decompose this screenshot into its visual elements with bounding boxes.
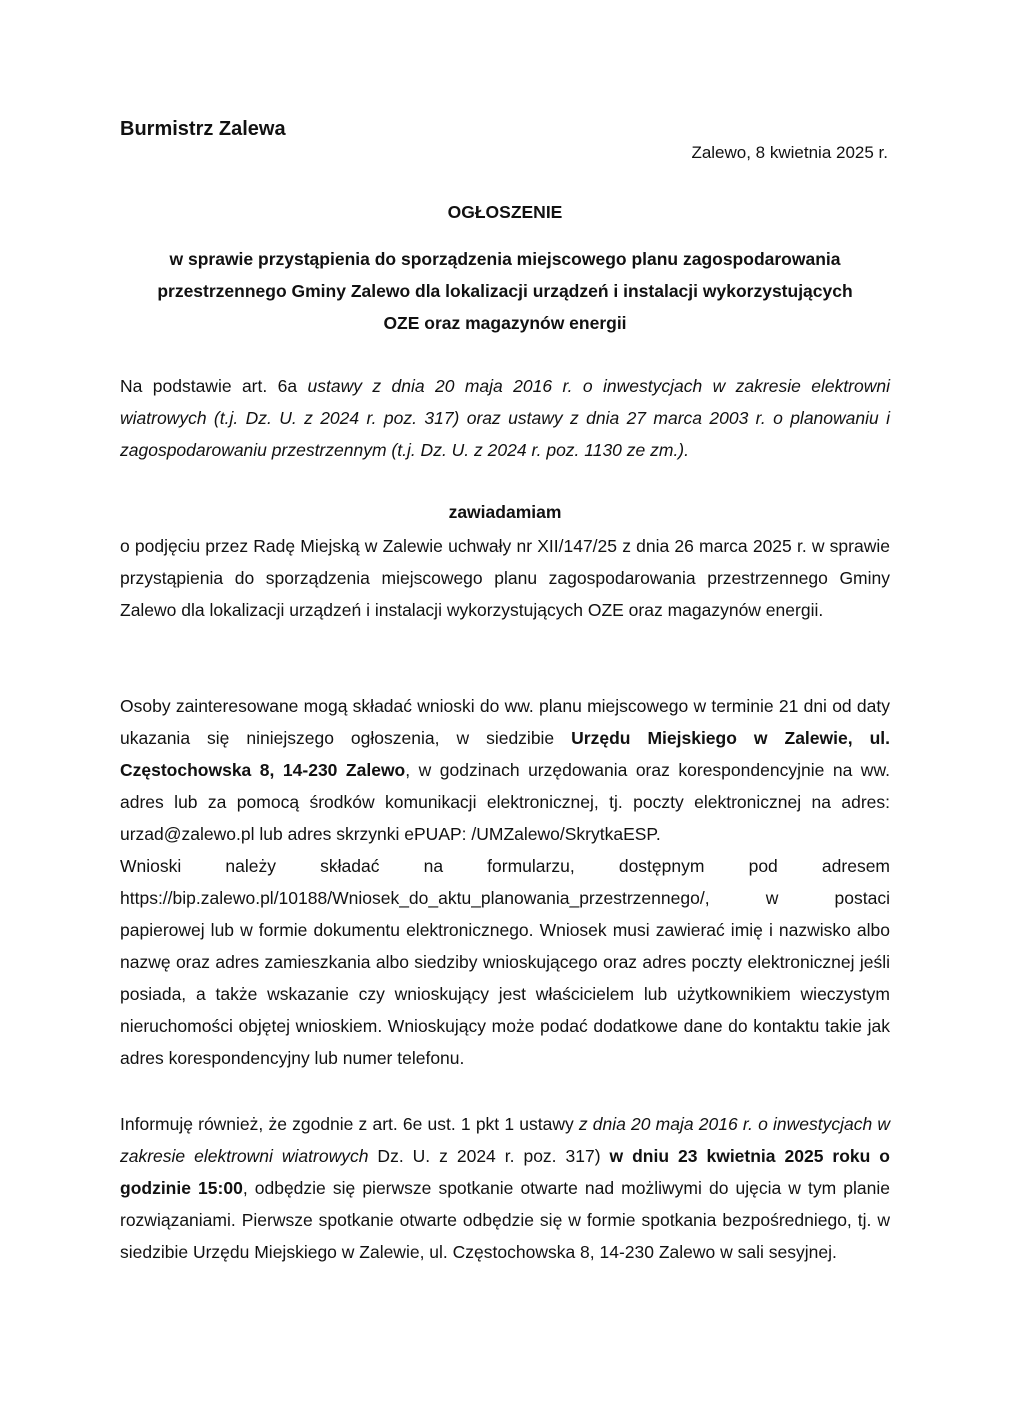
meeting-act: z dnia 20 maja 2016 r. o inwestycjach w zakresie elektrowni wiatrowych	[120, 1114, 890, 1166]
form-info-rest: papierowej lub w formie dokumentu elektronicznego. Wniosek musi zawierać imię i nazwisko albo nazwę oraz adres zamieszkania albo siedziby wnioskującego oraz adres poczty elektronicznej jeśli posiada, a także wskazanie czy wnioskujący jest właścicielem lub użytkownikiem wieczystym nieruchomości objętej wnioskiem. Wnioskujący może podać dodatkowe dane do kontaktu takie jak adres korespondencyjny lub numer telefonu.	[120, 920, 890, 1068]
document-title: OGŁOSZENIE	[447, 202, 563, 222]
meeting-text-3: , odbędzie się pierwsze spotkanie otwarte nad możliwymi do ujęcia w tym planie rozwiązaniami. Pierwsze spotkanie otwarte odbędzie się w formie spotkania bezpośredniego, tj. w siedzibie Urzędu Miejskiego w Zalewie, ul. Częstochowska 8, 14-230 Zalewo w sali sesyjnej.	[120, 1178, 890, 1262]
subject-line-1: w sprawie przystąpienia do sporządzenia miejscowego planu zagospodarowania	[169, 249, 841, 269]
applications-text-2: , w godzinach urzędowania oraz korespondencyjnie na ww. adres lub za pomocą środków komunikacji elektronicznej, tj. poczty elektronicznej na adres: urzad@zalewo.pl lub adres skrzynki ePUAP: /UMZalewo/SkrytkaESP.	[120, 760, 890, 844]
legal-basis-paragraph	[120, 370, 890, 466]
legal-basis-acts: ustawy z dnia 20 maja 2016 r. o inwestycjach w zakresie elektrowni wiatrowych (t.j. Dz. U. z 2024 r. poz. 317) oraz ustawy z dnia 27 marca 2003 r. o planowaniu i zagospodarowaniu przestrzennym (t.j. Dz. U. z 2024 r. poz. 1130 ze zm.).	[120, 376, 890, 460]
announce-verb: zawiadamiam	[448, 502, 562, 522]
applications-paragraph	[120, 690, 890, 850]
meeting-text-1: Informuję również, że zgodnie z art. 6e ust. 1 pkt 1 ustawy	[120, 1114, 579, 1134]
subject-line-2: przestrzennego Gminy Zalewo dla lokalizacji urządzeń i instalacji wykorzystujących	[157, 281, 853, 301]
meeting-date: w dniu 23 kwietnia 2025 roku o godzinie 15:00	[120, 1146, 890, 1198]
subject-line-3: OZE oraz magazynów energii	[383, 313, 627, 333]
meeting-text-2: Dz. U. z 2024 r. poz. 317)	[368, 1146, 610, 1166]
form-info-paragraph	[120, 850, 890, 1074]
form-url-line: https://bip.zalewo.pl/10188/Wniosek_do_aktu_planowania_przestrzennego/, w postaci	[120, 888, 890, 908]
document-subject	[120, 243, 890, 339]
legal-basis-prefix: Na podstawie art. 6a	[120, 376, 308, 396]
document-date: Zalewo, 8 kwietnia 2025 r.	[691, 143, 888, 162]
applications-text-1: Osoby zainteresowane mogą składać wnioski do ww. planu miejscowego w terminie 21 dni od daty ukazania się niniejszego ogłoszenia, w siedzibie	[120, 696, 890, 748]
author-heading: Burmistrz Zalewa	[120, 118, 286, 140]
office-address: Urzędu Miejskiego w Zalewie, ul. Częstochowska 8, 14-230 Zalewo	[120, 728, 890, 780]
resolution-paragraph: o podjęciu przez Radę Miejską w Zalewie uchwały nr XII/147/25 z dnia 26 marca 2025 r. w sprawie przystąpienia do sporządzenia miejscowego planu zagospodarowania przestrzennego Gminy Zalewo dla lokalizacji urządzeń i instalacji wykorzystujących OZE oraz magazynów energii.	[120, 536, 890, 620]
form-info-line-1: Wnioski należy składać na formularzu, dostępnym pod adresem	[120, 856, 890, 876]
meeting-paragraph	[120, 1108, 890, 1268]
